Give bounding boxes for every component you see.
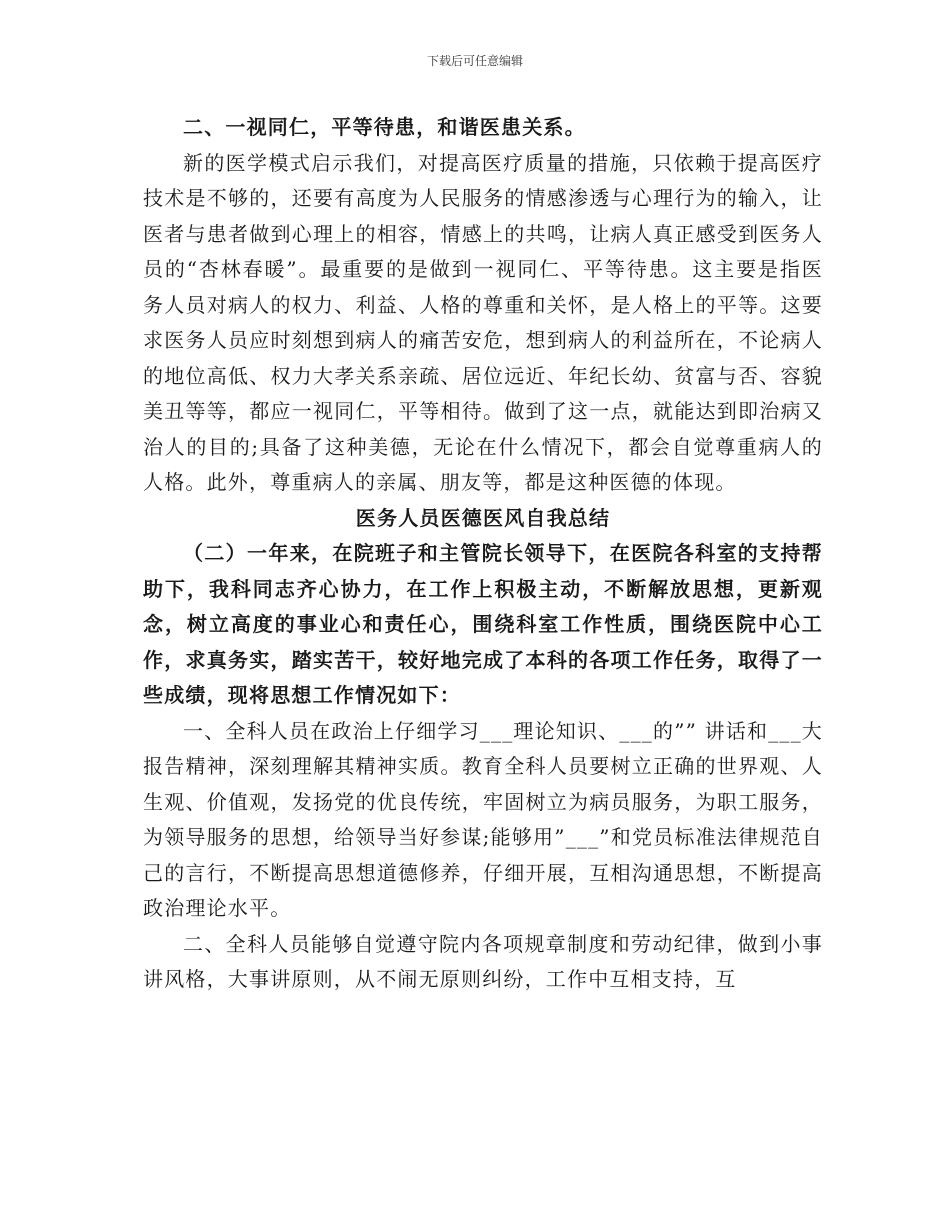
- paragraph-medical-model: 新的医学模式启示我们，对提高医疗质量的措施，只依赖于提高医疗技术是不够的，还要有高度为人民服务的情感渗透与心理行为的输入，让医者与患者做到心理上的相容，情感上的共鸣，让病人真正感受到医务人员的“杏林春暖”。最重要的是做到一视同仁、平等待患。这主要是指医务人员对病人的权力、利益、人格的尊重和关怀，是人格上的平等。这要求医务人员应时刻想到病人的痛苦安危，想到病人的利益所在，不论病人的地位高低、权力大孝关系亲疏、居位远近、年纪长幼、贫富与否、容貌美丑等等，都应一视同仁，平等相待。做到了这一点，就能达到即治病又治人的目的;具备了这种美德，无论在什么情况下，都会自觉尊重病人的人格。此外，尊重病人的亲属、朋友等，都是这种医德的体现。: [143, 150, 823, 494]
- document-body: [143, 110, 823, 998]
- paragraph-political-study: 一、全科人员在政治上仔细学习___理论知识、___的”” 讲话和___大报告精神，深刻理解其精神实质。教育全科人员要树立正确的世界观、人生观、价值观，发扬党的优良传统，牢固树立为病员服务，为职工服务，为领导服务的思想，给领导当好参谋;能够用”___”和党员标准法律规范自己的言行，不断提高思想道德修养，仔细开展，互相沟通思想，不断提高政治理论水平。: [143, 718, 824, 920]
- paragraph-discipline: 二、全科人员能够自觉遵守院内各项规章制度和劳动纪律，做到小事讲风格，大事讲原则，从不闹无原则纠纷，工作中互相支持，互: [143, 931, 823, 991]
- document-title: 医务人员医德医风自我总结: [355, 505, 611, 530]
- section-heading-equal-treatment: 二、一视同仁，平等待患，和谐医患关系。: [183, 115, 586, 139]
- paragraph-summary-intro: （二）一年来，在院班子和主管院长领导下，在医院各科室的支持帮助下，我科同志齐心协力，在工作上积极主动，不断解放思想，更新观念，树立高度的事业心和责任心，围绕科室工作性质，围绕医院中心工作，求真务实，踏实苦干，较好地完成了本科的各项工作任务，取得了一些成绩，现将思想工作情况如下：: [143, 541, 823, 707]
- page-header-note: 下载后可任意编辑: [426, 54, 523, 68]
